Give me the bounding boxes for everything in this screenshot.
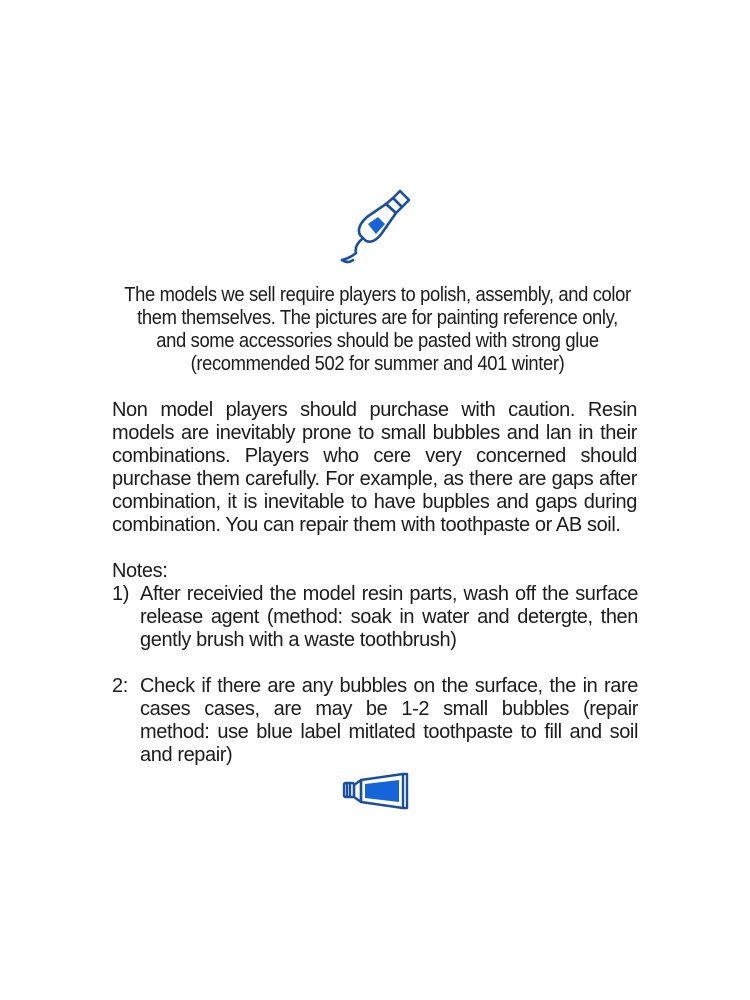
intro-paragraph: The models we sell require players to polish, assembly, and color them themselves. The pictures are for painting reference only, and some accessories should be pasted with strong glue (recommended 502 for summer and 401 winter) <box>124 284 631 375</box>
note-number: 1) <box>112 583 129 605</box>
note-number: 2: <box>112 675 128 697</box>
note-text: Check if there are any bubbles on the surface, the in rare cases cases, are may be 1-2 small bubbles (repair method: use blue label mitlated toothpaste to fill and soil and repair) <box>140 675 638 766</box>
caution-paragraph: Non model players should purchase with caution. Resin models are inevitably prone to small bubbles and lan in their combinations. Players who cere very concerned should purchase them carefully. For example, as there are gaps after combination, it is inevitable to have bupbles and gaps during combination. You can repair them with toothpaste or AB soil. <box>112 399 637 536</box>
glue-bottle-icon <box>338 184 414 266</box>
note-item-2 <box>112 675 638 767</box>
note-text: After receivied the model resin parts, wash off the surface release agent (method: soak in water and detergte, then gently brush with a waste toothbrush) <box>140 583 638 651</box>
notes-heading: Notes: <box>112 560 168 582</box>
note-item-1 <box>112 583 638 652</box>
toothpaste-tube-icon <box>341 768 413 814</box>
